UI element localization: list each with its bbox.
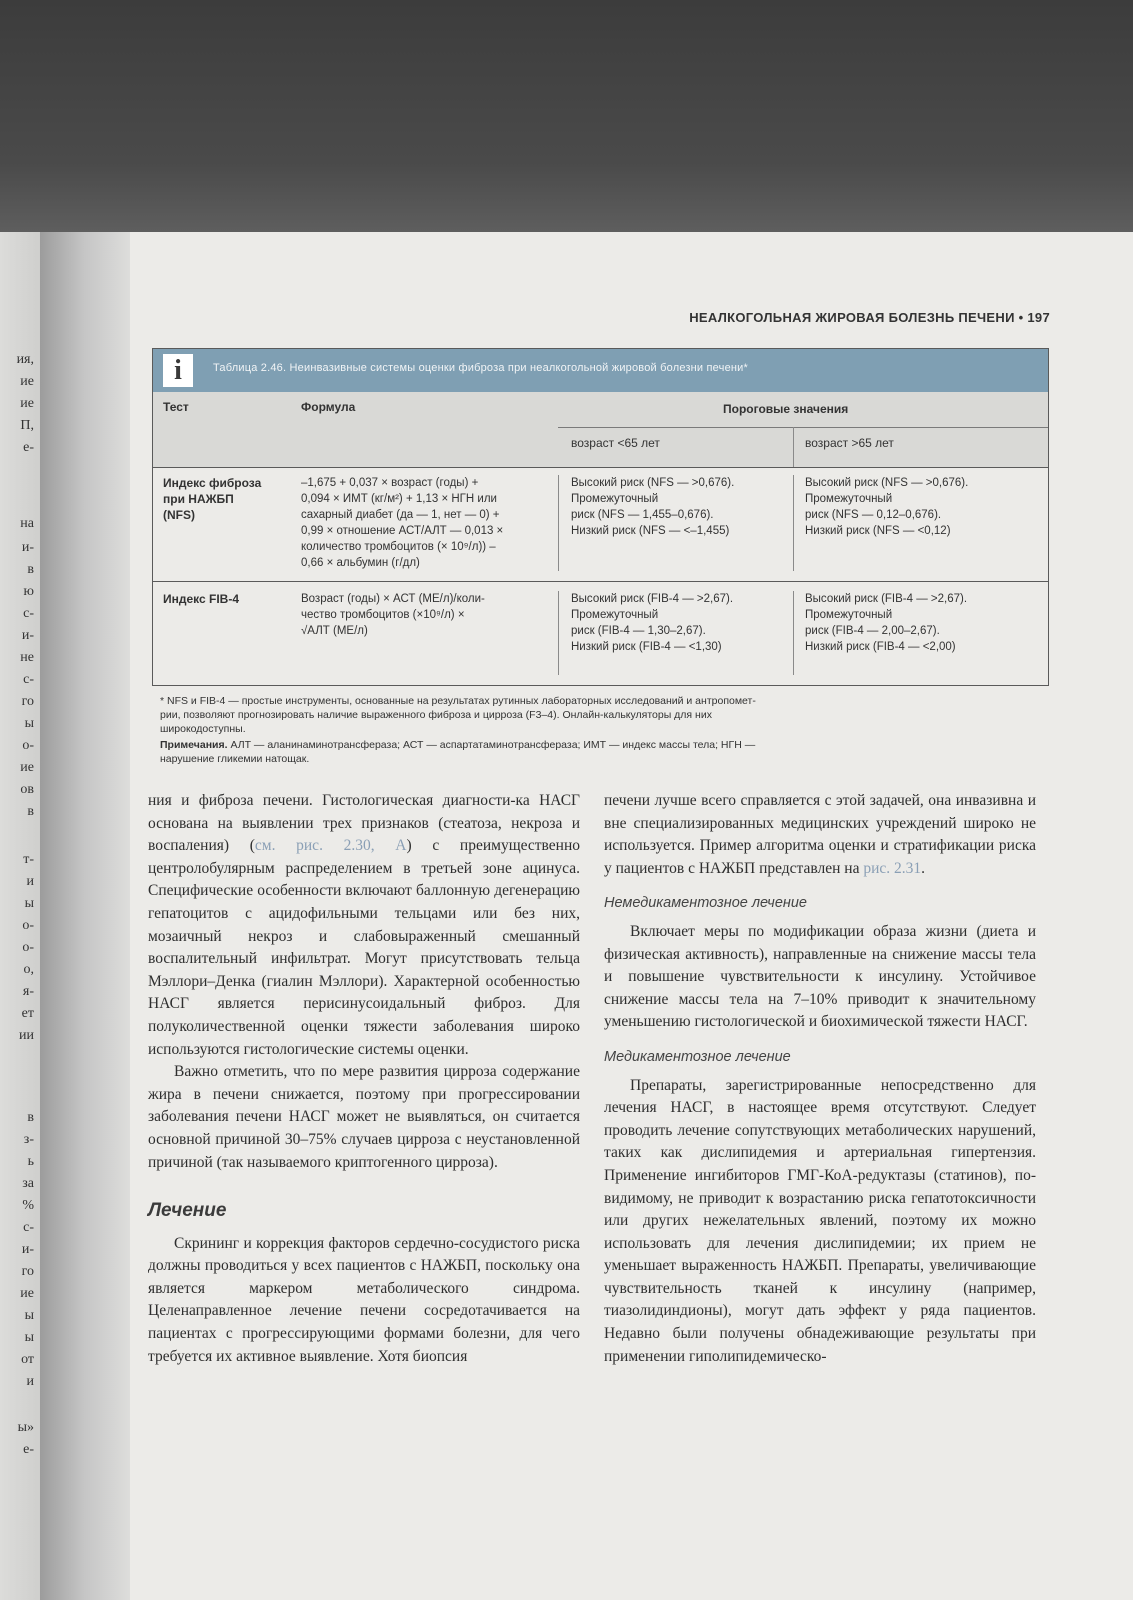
left-page-text-fragment: го [21, 694, 34, 709]
left-page-text-fragment: о- [22, 918, 34, 933]
left-page-text-fragment: и [26, 874, 34, 889]
scan-dark-band [0, 0, 1133, 232]
row-fib4-under65: Высокий риск (FIB-4 — >2,67). Промежуточный риск (FIB-4 — 1,30–2,67). Низкий риск (FIB-4 — <1,30) [571, 593, 734, 653]
left-page-text-fragment: от [21, 1352, 34, 1367]
row-nfs-under65: Высокий риск (NFS — >0,676). Промежуточный риск (NFS — 1,455–0,676). Низкий риск (NFS — <–1,455) [571, 477, 735, 537]
row-nfs-over65: Высокий риск (NFS — >0,676). Промежуточный риск (NFS — 0,12–0,676). Низкий риск (NFS — <0,12) [805, 477, 969, 537]
left-page-text-fragment: ие [20, 374, 34, 389]
left-page-text-fragment: и- [21, 628, 34, 643]
left-page-text-fragment: ия, [16, 352, 34, 367]
right-column [604, 790, 1036, 1368]
book-gutter-shadow [40, 232, 140, 1600]
left-page-edge [0, 232, 40, 1600]
table-header [153, 392, 1048, 467]
left-page-text-fragment: я- [22, 984, 34, 999]
notes-text: АЛТ — аланинаминотрансфераза; АСТ — аспартатаминотрансфераза; ИМТ — индекс массы тела; НГН — [227, 739, 756, 751]
left-page-text-fragment: с- [23, 672, 34, 687]
left-page-text-fragment: в [27, 1110, 34, 1125]
heading-treatment: Лечение [148, 1200, 227, 1222]
row-nfs-formula: –1,675 + 0,037 × возраст (годы) + 0,094 × ИМТ (кг/м²) + 1,13 × НГН или сахарный диабет (да — 1, нет — 0) + 0,99 × отношение АСТ/АЛТ — 0,013 × количество тромбоцитов (× 10⁹/л)) – 0,66 × альбумин (г/дл) [301, 477, 504, 569]
left-page-text-fragment: в [27, 562, 34, 577]
row-fib4-over65: Высокий риск (FIB-4 — >2,67). Промежуточный риск (FIB-4 — 2,00–2,67). Низкий риск (FIB-4 — <2,00) [805, 593, 968, 653]
right-paragraph-3: Препараты, зарегистрированные непосредственно для лечения НАСГ, в настоящее время отсутствуют. Следует проводить лечение сопутствующих метаболических нарушений, таких как дислипидемия и артериальная гипертензия. Применение ингибиторов ГМГ-КоА-редуктазы (статинов), по-видимому, не приводит к возрастанию риска гепатотоксичности или других нежелательных явлений, поэтому их можно использовать для лечения дислипидемии; их прием не уменьшает выраженность НАЖБП. Препараты, увеличивающие чувствительность тканей к инсулину (например, тиазолидиндионы), могут дать эффект у ряда пациентов. Недавно были получены обнадеживающие результаты при применении гиполипидемическо- [604, 1076, 1036, 1365]
left-page-text-fragment: т- [23, 852, 34, 867]
heading-drug-treatment: Медикаментозное лечение [604, 1048, 791, 1065]
row-fib4-formula: Возраст (годы) × АСТ (МЕ/л)/коли- чество тромбоцитов (×10⁹/л) × √АЛТ (МЕ/л) [301, 593, 485, 637]
left-page-text-fragment: ии [19, 1028, 34, 1043]
left-page-text-fragment: на [20, 516, 34, 531]
left-page-text-fragment: ю [23, 584, 34, 599]
left-page-text-fragment: о- [22, 738, 34, 753]
left-page-text-fragment: о- [22, 940, 34, 955]
left-page-text-fragment: ие [20, 1286, 34, 1301]
left-page-text-fragment: ы [24, 716, 34, 731]
header-age-over: возраст >65 лет [805, 436, 894, 450]
left-page-text-fragment: ие [20, 760, 34, 775]
left-page-text-fragment: и [26, 1374, 34, 1389]
row-fib4-divider-b [793, 591, 794, 675]
left-column [148, 790, 580, 1368]
table-title-bar [153, 349, 1048, 392]
left-page-text-fragment: ы» [17, 1420, 34, 1435]
left-page-text-fragment: ь [27, 1154, 34, 1169]
left-page-text-fragment: ет [21, 1006, 34, 1021]
right-paragraph-2: Включает меры по модификации образа жизни (диета и физическая активность), направленные на снижение массы тела и повышение чувствительности к инсулину. Устойчивое снижение массы тела на 7–10% приводит к значительному уменьшению гистологической и биохимической тяжести НАСГ. [604, 922, 1036, 1031]
left-page-text-fragment: ы [24, 896, 34, 911]
row-fib4-test: Индекс FIB-4 [163, 592, 240, 606]
header-age-under: возраст <65 лет [571, 436, 660, 450]
header-subdivider [558, 427, 1048, 428]
row-nfs-test: Индекс фиброза при НАЖБП (NFS) [163, 476, 262, 522]
row-separator [153, 581, 1048, 582]
header-test: Тест [163, 400, 189, 414]
row-fib4-divider-a [558, 591, 559, 675]
left-paragraph-2: Важно отметить, что по мере развития цирроза содержание жира в печени снижается, поэтому при прогрессировании заболевания печени НАСГ может не выявляться, он считается основной причиной 30–75% случаев цирроза с неустановленной причиной (так называемого криптогенного цирроза). [148, 1063, 580, 1171]
notes-label: Примечания. [160, 739, 228, 751]
left-page-text-fragment: е- [23, 1442, 34, 1457]
header-col-divider [793, 427, 794, 467]
left-page-text-fragment: ие [20, 396, 34, 411]
table-notes [160, 738, 1040, 766]
left-page-text-fragment: за [22, 1176, 34, 1191]
left-page-text-fragment: и- [21, 540, 34, 555]
header-formula: Формула [301, 400, 356, 414]
notes-line2: нарушение гликемии натощак. [160, 753, 310, 765]
row-nfs-divider-b [793, 475, 794, 571]
left-page-text-fragment: % [22, 1198, 34, 1213]
table-2-46 [152, 348, 1049, 686]
left-paragraph-1: ния и фиброза печени. Гистологическая диагности-ка НАСГ основана на выявлении трех признаков (стеатоза, некроза и воспаления) (см. рис. 2.30, А) с преимущественно центролобулярным распределением в третьей зоне ацинуса. Специфические особенности включают баллонную дегенерацию гепатоцитов с ацидофильными тельцами или без них, мозаичный некроз и слабовыраженный смешанный воспалительный инфильтрат. Могут присутствовать тельца Мэллори–Денка (гиалин Мэллори). Характерной особенностью НАСГ является перисинусоидальный фиброз. Для полуколичественной оценки тяжести заболевания широко используются гистологические системы оценки. [148, 792, 581, 1058]
left-page-text-fragment: в [27, 804, 34, 819]
left-page-text-fragment: о, [23, 962, 34, 977]
left-page-text-fragment: е- [23, 440, 34, 455]
left-page-text-fragment: и- [21, 1242, 34, 1257]
table-title: Таблица 2.46. Неинвазивные системы оценки фиброза при неалкогольной жировой болезни печени* [213, 362, 748, 374]
running-head: НЕАЛКОГОЛЬНАЯ ЖИРОВАЯ БОЛЕЗНЬ ПЕЧЕНИ • 197 [689, 310, 1050, 325]
right-paragraph-1: печени лучше всего справляется с этой задачей, она инвазивна и вне специализированных медицинских учреждений широко не используется. Пример алгоритма оценки и стратификации риска у пациентов с НАЖБП представлен на рис. 2.31. [604, 792, 1036, 877]
left-page-text-fragment: го [21, 1264, 34, 1279]
left-page-text-fragment: з- [23, 1132, 34, 1147]
heading-nondrug-treatment: Немедикаментозное лечение [604, 895, 807, 912]
left-page-text-fragment: не [20, 650, 34, 665]
left-page-text-fragment: ы [24, 1308, 34, 1323]
left-page-text-fragment: ов [20, 782, 34, 797]
left-page-text-fragment: ы [24, 1330, 34, 1345]
left-page-text-fragment: с- [23, 1220, 34, 1235]
header-bottom-rule [153, 467, 1048, 468]
figure-ref-2-30a[interactable]: см. рис. 2.30, А [254, 837, 407, 855]
left-page-text-fragment: с- [23, 606, 34, 621]
header-thresholds: Пороговые значения [723, 402, 849, 416]
row-nfs-divider-a [558, 475, 559, 571]
table-footnote: * NFS и FIB-4 — простые инструменты, основанные на результатах рутинных лабораторных исследований и антропомет- рии, позволяют прогнозировать наличие выраженного фиброза и цирроза (F3–4). Онлайн-калькуляторы для них широкодоступны. [160, 695, 756, 735]
left-page-text-fragment: П, [20, 418, 34, 433]
figure-ref-2-31[interactable]: рис. 2.31 [863, 859, 922, 877]
info-icon: i [163, 354, 193, 387]
left-paragraph-3: Скрининг и коррекция факторов сердечно-сосудистого риска должны проводиться у всех пациентов с НАЖБП, поскольку она является маркером метаболического синдрома. Целенаправленное лечение печени сосредотачивается на пациентах с прогрессирующими формами болезни, для чего требуется их активное выявление. Хотя биопсия [148, 1234, 580, 1365]
